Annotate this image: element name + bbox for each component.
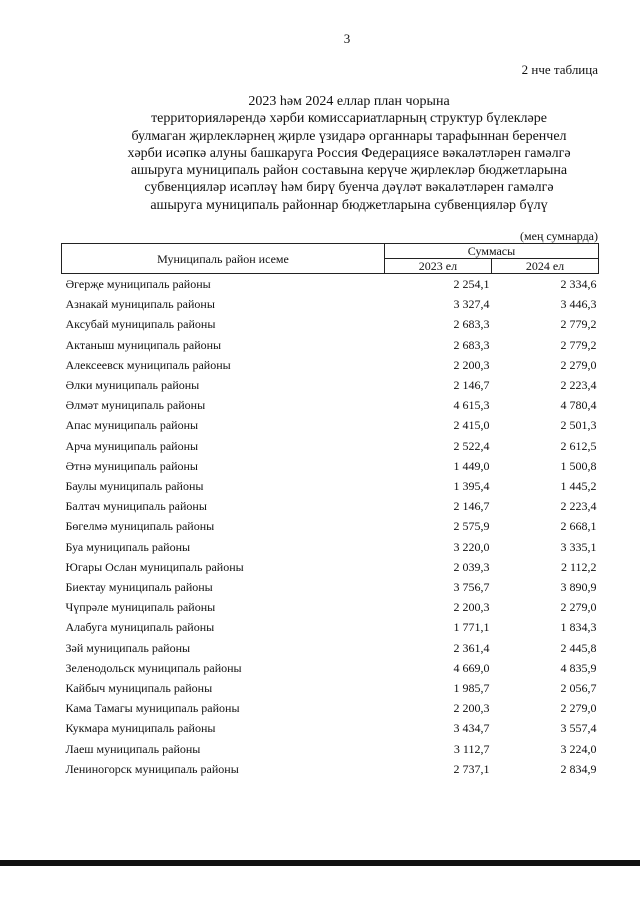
table-row bbox=[62, 395, 599, 415]
value-2023-cell: 4 615,3 bbox=[453, 398, 490, 413]
title-line: ашыруга муниципаль районнар бюджетларына субвенцияләр бүлү bbox=[150, 197, 548, 213]
value-2024-cell: 2 279,0 bbox=[560, 600, 597, 615]
value-2023-cell: 2 683,3 bbox=[453, 337, 490, 352]
district-name-cell: Әгерҗе муниципаль районы bbox=[65, 277, 211, 291]
value-2023-cell: 2 575,9 bbox=[453, 519, 490, 534]
value-2024-cell: 4 835,9 bbox=[560, 660, 597, 675]
table-row bbox=[62, 294, 599, 314]
district-name-cell: Зеленодольск муниципаль районы bbox=[65, 660, 242, 675]
table-row bbox=[62, 314, 599, 334]
title-line: 2023 һәм 2024 еллар план чорына bbox=[248, 94, 450, 109]
value-2023-cell: 3 220,0 bbox=[453, 539, 490, 554]
column-header-sums: Суммасы bbox=[384, 244, 598, 259]
title-line: субвенцияләр исәплəү һәм бирү буенча дәүләт вәкаләтләрен гамәлгә bbox=[144, 180, 554, 196]
value-2024-cell: 3 335,1 bbox=[560, 539, 597, 554]
value-2024-cell: 2 334,6 bbox=[560, 277, 597, 291]
value-2023-cell: 3 327,4 bbox=[453, 297, 490, 312]
table-row bbox=[62, 718, 599, 738]
table-header-row bbox=[62, 244, 599, 259]
district-name-cell: Буа муниципаль районы bbox=[65, 539, 191, 554]
value-2024-cell: 2 279,0 bbox=[560, 357, 597, 372]
title-line: ашыруга муниципаль район составына керүче җирлекләр бюджетларына bbox=[130, 163, 568, 179]
district-name-cell: Лениногорск муниципаль районы bbox=[65, 761, 239, 776]
value-2024-cell: 1 445,2 bbox=[560, 479, 597, 494]
value-2023-cell: 3 112,7 bbox=[453, 741, 490, 756]
value-2023-cell: 2 254,1 bbox=[453, 277, 490, 291]
value-2023-cell: 1 771,1 bbox=[453, 620, 490, 635]
value-2024-cell: 2 668,1 bbox=[560, 519, 597, 534]
table-row bbox=[62, 597, 599, 617]
column-header-name: Муниципаль район исеме bbox=[62, 244, 385, 274]
table-row bbox=[62, 759, 599, 779]
table-row bbox=[62, 476, 599, 496]
district-name-cell: Кама Тамагы муниципаль районы bbox=[65, 701, 240, 716]
document-title bbox=[60, 93, 638, 214]
district-name-cell: Апас муниципаль районы bbox=[65, 418, 199, 433]
value-2023-cell: 2 200,3 bbox=[453, 701, 490, 716]
title-line: территорияләрендә хәрби комиссариатларның структур бүлекләре bbox=[151, 111, 547, 127]
value-2023-cell: 3 434,7 bbox=[453, 721, 490, 736]
value-2023-cell: 1 985,7 bbox=[453, 681, 490, 696]
value-2024-cell: 2 056,7 bbox=[560, 681, 597, 696]
table-row bbox=[62, 577, 599, 597]
value-2023-cell: 2 683,3 bbox=[453, 317, 490, 332]
value-2024-cell: 2 612,5 bbox=[560, 438, 597, 453]
district-name-cell: Бөгелмә муниципаль районы bbox=[65, 519, 215, 534]
value-2024-cell: 1 834,3 bbox=[560, 620, 597, 635]
value-2024-cell: 3 446,3 bbox=[560, 297, 597, 312]
value-2024-cell: 1 500,8 bbox=[560, 458, 597, 473]
value-2024-cell: 2 223,4 bbox=[560, 499, 597, 514]
value-2023-cell: 2 146,7 bbox=[453, 499, 490, 514]
units-note: (мең сумнарда) bbox=[520, 229, 598, 243]
value-2023-cell: 2 415,0 bbox=[453, 418, 490, 433]
district-name-cell: Югары Ослан муниципаль районы bbox=[65, 559, 244, 574]
district-name-cell: Балтач муниципаль районы bbox=[65, 499, 207, 514]
value-2023-cell: 2 361,4 bbox=[453, 640, 490, 655]
district-name-cell: Азнакай муниципаль районы bbox=[65, 297, 215, 312]
table-row bbox=[62, 274, 599, 295]
table-row bbox=[62, 678, 599, 698]
value-2023-cell: 2 146,7 bbox=[453, 378, 490, 393]
district-name-cell: Актаныш муниципаль районы bbox=[65, 337, 222, 352]
table-row bbox=[62, 557, 599, 577]
page-number: 3 bbox=[343, 31, 351, 46]
title-line: булмаган җирлекләрнең җирле үзидарә органнары тарафыннан беренчел bbox=[131, 128, 567, 144]
district-name-cell: Арча муниципаль районы bbox=[65, 438, 199, 453]
value-2024-cell: 3 224,0 bbox=[560, 741, 597, 756]
value-2024-cell: 2 112,2 bbox=[560, 559, 597, 574]
value-2023-cell: 2 522,4 bbox=[453, 438, 490, 453]
value-2024-cell: 2 445,8 bbox=[560, 640, 597, 655]
column-header-2024: 2024 ел bbox=[491, 259, 598, 274]
table-row bbox=[62, 537, 599, 557]
district-name-cell: Зәй муниципаль районы bbox=[65, 640, 191, 655]
value-2023-cell: 3 756,7 bbox=[453, 580, 490, 595]
table-row bbox=[62, 375, 599, 395]
table-header bbox=[62, 244, 599, 274]
table-row bbox=[62, 496, 599, 516]
subvention-table bbox=[61, 243, 599, 779]
district-name-cell: Лаеш муниципаль районы bbox=[65, 741, 201, 756]
district-name-cell: Алексеевск муниципаль районы bbox=[65, 357, 231, 372]
value-2024-cell: 2 223,4 bbox=[560, 378, 597, 393]
district-name-cell: Кайбыч муниципаль районы bbox=[65, 681, 213, 696]
district-name-cell: Алабуга муниципаль районы bbox=[65, 620, 215, 635]
value-2023-cell: 2 039,3 bbox=[453, 559, 490, 574]
value-2023-cell: 2 200,3 bbox=[453, 600, 490, 615]
scan-border-bar bbox=[0, 860, 640, 866]
table-row bbox=[62, 617, 599, 637]
district-name-cell: Әтнә муниципаль районы bbox=[65, 458, 198, 473]
district-name-cell: Биектау муниципаль районы bbox=[65, 580, 213, 595]
district-name-cell: Аксубай муниципаль районы bbox=[65, 317, 216, 332]
table-body bbox=[62, 274, 599, 780]
district-name-cell: Әлки муниципаль районы bbox=[65, 378, 200, 393]
value-2023-cell: 2 200,3 bbox=[453, 357, 490, 372]
value-2023-cell: 2 737,1 bbox=[453, 761, 490, 776]
table-row bbox=[62, 739, 599, 759]
district-name-cell: Кукмара муниципаль районы bbox=[65, 721, 216, 736]
value-2024-cell: 3 557,4 bbox=[560, 721, 597, 736]
value-2024-cell: 2 779,2 bbox=[560, 337, 597, 352]
value-2023-cell: 4 669,0 bbox=[453, 660, 490, 675]
value-2024-cell: 2 501,3 bbox=[560, 418, 597, 433]
district-name-cell: Әлмәт муниципаль районы bbox=[65, 398, 206, 413]
table-row bbox=[62, 335, 599, 355]
table-row bbox=[62, 638, 599, 658]
table-row bbox=[62, 516, 599, 536]
value-2023-cell: 1 395,4 bbox=[453, 479, 490, 494]
district-name-cell: Чүпрәле муниципаль районы bbox=[65, 600, 216, 615]
value-2023-cell: 1 449,0 bbox=[453, 458, 490, 473]
table-row bbox=[62, 415, 599, 435]
column-header-2023: 2023 ел bbox=[384, 259, 491, 274]
table-row bbox=[62, 355, 599, 375]
value-2024-cell: 2 834,9 bbox=[560, 761, 597, 776]
table-row bbox=[62, 658, 599, 678]
value-2024-cell: 4 780,4 bbox=[560, 398, 597, 413]
table-label: 2 нче таблица bbox=[521, 62, 598, 77]
value-2024-cell: 2 279,0 bbox=[560, 701, 597, 716]
value-2024-cell: 2 779,2 bbox=[560, 317, 597, 332]
title-line: хәрби исәпкә алуны башкаруга Россия Федерациясе вәкаләтләрен гамәлгә bbox=[127, 145, 571, 161]
district-name-cell: Баулы муниципаль районы bbox=[65, 479, 204, 494]
table-row bbox=[62, 436, 599, 456]
value-2024-cell: 3 890,9 bbox=[560, 580, 597, 595]
table-row bbox=[62, 698, 599, 718]
table-row bbox=[62, 456, 599, 476]
